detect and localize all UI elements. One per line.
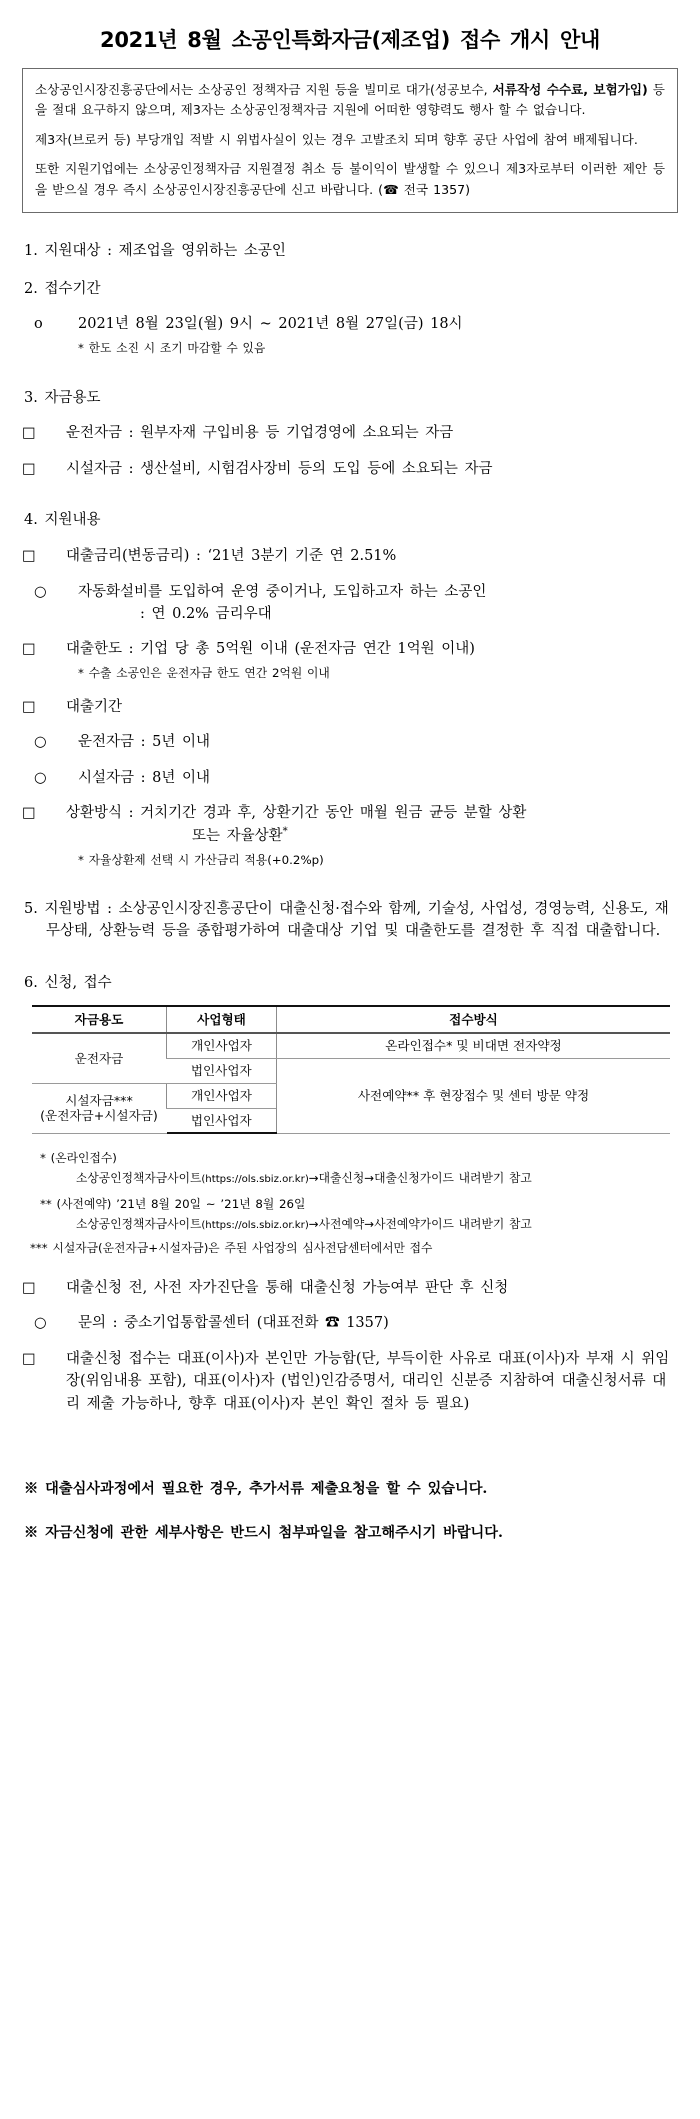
footnote-1-title: (온라인접수) [50, 1151, 117, 1166]
th-reception-method: 접수방식 [277, 1006, 671, 1034]
fund-usage-item-operating [22, 422, 678, 444]
loan-term-facility [22, 767, 678, 789]
section-2-heading: 2. 접수기간 [24, 280, 101, 297]
note-mark-icon: ※ [24, 1524, 39, 1541]
bottom-note-2-text: 자금신청에 관한 세부사항은 반드시 첨부파일을 참고해주시기 바랍니다. [45, 1524, 503, 1541]
section-6-heading: 6. 신청, 접수 [24, 974, 112, 991]
repayment-line2: 또는 자율상환 [192, 828, 283, 845]
loan-term-operating-text: 운전자금 : 5년 이내 [78, 734, 210, 751]
inquiry-item [22, 1312, 678, 1334]
notice-paragraph-1 [35, 80, 665, 121]
footnote-online-reception [22, 1150, 678, 1188]
circle-bullet-icon: ○ [34, 1315, 47, 1332]
page-title: 2021년 8월 소공인특화자금(제조업) 접수 개시 안내 [100, 28, 600, 52]
loan-rate-item [22, 545, 678, 567]
loan-term-facility-text: 시설자금 : 8년 이내 [78, 769, 210, 786]
reception-method-table [32, 1005, 670, 1135]
circle-bullet-icon: ○ [34, 583, 47, 600]
repayment-line2-wrap [66, 824, 678, 847]
section-3-heading: 3. 자금용도 [24, 389, 101, 406]
section-5-heading: 5. 지원방법 : 소상공인시장진흥공단이 대출신청·접수와 함께, 기술성, 사업성, 경영능력, 신용도, 재무상태, 상환능력 등을 종합평가하여 대출대상 기업 및 대출한도를 결정한 후 직접 대출합니다. [24, 901, 669, 940]
fund-usage-operating-text: 운전자금 : 원부자재 구입비용 등 기업경영에 소요되는 자금 [66, 425, 454, 442]
representative-only-text: 대출신청 접수는 대표(이사)자 본인만 가능함(단, 부득이한 사유로 대표(이사)자 부재 시 위임장(위임내용 포함), 대표(이사)자 (법인)인감증명서, 대리인 신분증 지참하여 대출신청서류 대리 제출 가능하나, 향후 대표(이사)자 본인 확인 절차 등 필요) [66, 1350, 670, 1412]
fund-usage-item-facility [22, 458, 678, 480]
circle-bullet-icon: ○ [34, 734, 47, 751]
bottom-note-1-text: 대출심사과정에서 필요한 경우, 추가서류 제출요청을 할 수 있습니다. [45, 1481, 488, 1498]
loan-term-operating [22, 731, 678, 753]
square-bullet-icon: □ [22, 425, 36, 442]
loan-term-text: 대출기간 [66, 698, 123, 715]
repayment-method-item [22, 802, 678, 848]
cell-method-online: 온라인접수* 및 비대면 전자약정 [277, 1033, 671, 1058]
self-diagnosis-text: 대출신청 전, 사전 자가진단을 통해 대출신청 가능여부 판단 후 신청 [66, 1280, 509, 1296]
section-application-reception [22, 973, 678, 1415]
cell-biztype-individual-1: 개인사업자 [167, 1033, 277, 1058]
period-circle-item [22, 313, 678, 335]
square-bullet-icon: □ [22, 805, 36, 822]
rate-discount-line1: 자동화설비를 도입하여 운영 중이거나, 도입하고자 하는 소공인 [78, 583, 487, 600]
repayment-footnote: * 자율상환제 선택 시 가산금리 적용(+0.2%p) [78, 852, 324, 867]
square-bullet-icon: □ [22, 548, 36, 565]
notice-p1-post: 등을 절대 요구하지 않으며, 제3자는 소상공인정책자금 지원에 어떠한 영향력도 행사 할 수 없습니다. [35, 82, 665, 118]
loan-term-item [22, 696, 678, 718]
footnote-facility-center [22, 1240, 678, 1258]
footnote-1-site: 소상공인정책자금사이트 [76, 1171, 202, 1186]
footnote-2-url: (https://ols.sbiz.or.kr) [201, 1220, 309, 1232]
notice-p1-pre: 소상공인시장진흥공단에서는 소상공인 정책자금 지원 등을 빌미로 대가(성공보수, [35, 82, 488, 97]
section-application-period [22, 279, 678, 358]
bottom-note-additional-docs [22, 1479, 678, 1500]
square-bullet-icon: □ [22, 641, 36, 658]
cell-fund-facility-sub: (운전자금+시설자금) [40, 1108, 158, 1124]
cell-fund-operating: 운전자금 [32, 1033, 167, 1083]
section-support-method [22, 899, 678, 943]
footnote-1-mark: * [40, 1151, 46, 1166]
section-4-heading: 4. 지원내용 [24, 512, 101, 529]
th-fund-usage: 자금용도 [32, 1006, 167, 1034]
loan-limit-text: 대출한도 : 기업 당 총 5억원 이내 (운전자금 연간 1억원 이내) [66, 641, 475, 658]
representative-only-item [22, 1348, 678, 1415]
loan-rate-text: 대출금리(변동금리) : ‘21년 3분기 기준 연 2.51% [66, 548, 397, 565]
period-footnote: * 한도 소진 시 조기 마감할 수 있음 [78, 340, 266, 355]
table-header-row [32, 1006, 670, 1034]
cell-biztype-corporate-2: 법인사업자 [167, 1108, 277, 1133]
cell-biztype-corporate-1: 법인사업자 [167, 1059, 277, 1084]
bottom-note-attachment [22, 1523, 678, 1544]
square-bullet-icon: □ [22, 460, 36, 477]
note-mark-icon: ※ [24, 1481, 39, 1498]
th-business-type: 사업형태 [167, 1006, 277, 1034]
footnote-3-text: 시설자금(운전자금+시설자금)은 주된 사업장의 심사전담센터에서만 접수 [52, 1241, 433, 1256]
cell-fund-facility-main: 시설자금*** [65, 1092, 133, 1108]
footnote-2-path: →사전예약→사전예약가이드 내려받기 참고 [308, 1217, 532, 1232]
square-bullet-icon: □ [22, 698, 36, 715]
notice-p1-bold: 서류작성 수수료, 보험가입) [492, 82, 648, 97]
section-support-content [22, 510, 678, 869]
repayment-asterisk: * [282, 826, 288, 838]
circle-bullet-icon: ○ [34, 769, 47, 786]
loan-limit-footnote: * 수출 소공인은 운전자금 한도 연간 2억원 이내 [78, 665, 330, 680]
warning-notice-box [22, 68, 678, 213]
footnote-2-body [58, 1216, 678, 1234]
repayment-line1: 상환방식 : 거치기간 경과 후, 상환기간 동안 매월 원금 균등 분할 상환 [66, 805, 527, 822]
square-bullet-icon: □ [22, 1280, 36, 1296]
section-1-heading: 1. 지원대상 : 제조업을 영위하는 소공인 [24, 242, 286, 259]
footnote-1-body [58, 1170, 678, 1188]
table-row [32, 1033, 670, 1058]
self-diagnosis-item [22, 1277, 678, 1299]
square-bullet-icon: □ [22, 1350, 36, 1367]
footnote-1-url: (https://ols.sbiz.or.kr) [201, 1174, 309, 1186]
loan-limit-item [22, 638, 678, 660]
notice-paragraph-3: 또한 지원기업에는 소상공인정책자금 지원결정 취소 등 불이익이 발생할 수 있으니 제3자로부터 이러한 제안 등을 받으실 경우 즉시 소상공인시장진흥공단에 신고 바랍니다. (☎ 전국 1357) [35, 161, 665, 197]
footnote-3-mark: *** [30, 1241, 48, 1256]
period-text: 2021년 8월 23일(월) 9시 ~ 2021년 8월 27일(금) 18시 [78, 316, 463, 333]
section-support-target [22, 241, 678, 263]
rate-discount-item [22, 581, 678, 626]
footnote-2-title: (사전예약) ’21년 8월 20일 ~ ’21년 8월 26일 [56, 1197, 306, 1212]
footnote-2-site: 소상공인정책자금사이트 [76, 1217, 202, 1232]
cell-fund-facility [32, 1083, 167, 1133]
footnote-advance-reservation [22, 1196, 678, 1234]
inquiry-text: 문의 : 중소기업통합콜센터 (대표전화 ☎ 1357) [78, 1315, 389, 1332]
footnote-2-mark: ** [40, 1197, 52, 1212]
cell-method-reservation: 사전예약** 후 현장접수 및 센터 방문 약정 [277, 1059, 671, 1134]
fund-usage-facility-text: 시설자금 : 생산설비, 시험검사장비 등의 도입 등에 소요되는 자금 [66, 460, 493, 477]
cell-biztype-individual-2: 개인사업자 [167, 1083, 277, 1108]
reception-table-wrapper [22, 1005, 678, 1135]
rate-discount-line2: : 연 0.2% 금리우대 [140, 605, 272, 622]
section-fund-usage [22, 388, 678, 481]
circle-bullet-icon: ο [34, 316, 43, 333]
notice-paragraph-2: 제3자(브로커 등) 부당개입 적발 시 위법사실이 있는 경우 고발조치 되며 향후 공단 사업에 참여 배제됩니다. [35, 131, 638, 147]
footnote-1-path: →대출신청→대출신청가이드 내려받기 참고 [308, 1171, 532, 1186]
